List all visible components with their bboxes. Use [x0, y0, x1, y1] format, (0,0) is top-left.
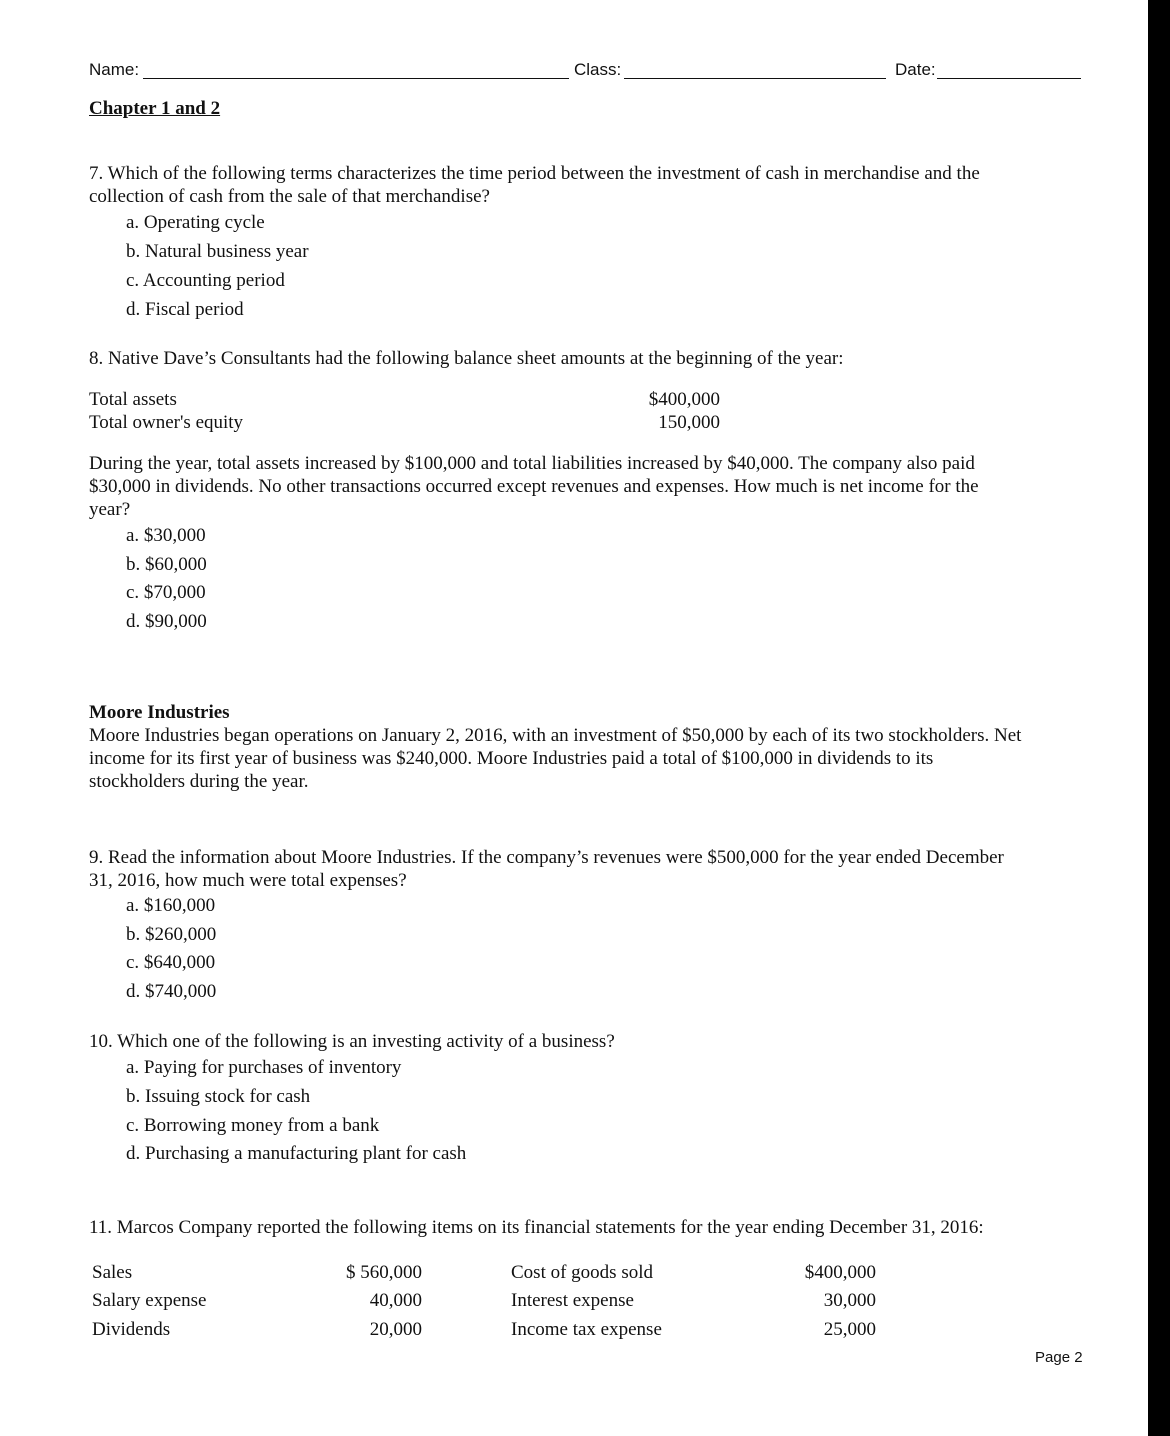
question-7-option-c: c. Accounting period [126, 270, 285, 291]
question-9-option-d: d. $740,000 [126, 981, 217, 1002]
question-8-option-d: d. $90,000 [126, 611, 207, 632]
statement-item-label: Cost of goods sold [511, 1262, 653, 1283]
question-9-line-1: 9. Read the information about Moore Industries. If the company’s revenues were $500,000 for the year ended December [89, 847, 1004, 868]
question-8-intro: 8. Native Dave’s Consultants had the following balance sheet amounts at the beginning of the year: [89, 348, 844, 369]
question-10-option-d: d. Purchasing a manufacturing plant for cash [126, 1143, 467, 1164]
name-line [143, 78, 569, 79]
balance-row-label: Total owner's equity [89, 412, 244, 433]
question-7-option-b: b. Natural business year [126, 241, 309, 262]
date-label: Date: [895, 60, 936, 79]
class-line [624, 78, 886, 79]
moore-industries-line-1: Moore Industries began operations on January 2, 2016, with an investment of $50,000 by each of its two stockholders. Net [89, 725, 1022, 746]
question-8-body-line-2: $30,000 in dividends. No other transactions occurred except revenues and expenses. How much is net income for the [89, 476, 979, 497]
question-7-option-a: a. Operating cycle [126, 212, 265, 233]
question-11-text: 11. Marcos Company reported the following items on its financial statements for the year ending December 31, 2016: [89, 1217, 984, 1238]
question-8-option-c: c. $70,000 [126, 582, 206, 603]
balance-row-value: 150,000 [658, 412, 720, 433]
question-8-body-line-3: year? [89, 499, 131, 520]
question-7-line-1: 7. Which of the following terms characterizes the time period between the investment of cash in merchandise and the [89, 163, 980, 184]
question-9-option-c: c. $640,000 [126, 952, 216, 973]
statement-item-label: Interest expense [511, 1290, 634, 1311]
question-7-option-d: d. Fiscal period [126, 299, 244, 320]
question-10-option-c: c. Borrowing money from a bank [126, 1115, 380, 1136]
statement-item-value: 30,000 [823, 1290, 876, 1311]
date-line [937, 78, 1081, 79]
statement-item-label: Salary expense [92, 1290, 207, 1311]
chapter-title: Chapter 1 and 2 [89, 98, 221, 119]
statement-item-label: Income tax expense [511, 1319, 662, 1340]
statement-item-value: 25,000 [823, 1319, 876, 1340]
statement-item-label: Sales [92, 1262, 133, 1283]
moore-industries-title: Moore Industries [89, 702, 230, 723]
statement-item-label: Dividends [92, 1319, 171, 1340]
question-8-body-line-1: During the year, total assets increased by $100,000 and total liabilities increased by $40,000. The company also paid [89, 453, 975, 474]
question-8-option-b: b. $60,000 [126, 554, 207, 575]
statement-item-value: $ 560,000 [346, 1262, 422, 1283]
question-9-option-a: a. $160,000 [126, 895, 216, 916]
question-10-option-a: a. Paying for purchases of inventory [126, 1057, 402, 1078]
question-8-option-a: a. $30,000 [126, 525, 206, 546]
statement-item-value: 20,000 [369, 1319, 422, 1340]
question-9-line-2: 31, 2016, how much were total expenses? [89, 870, 407, 891]
question-9-option-b: b. $260,000 [126, 924, 217, 945]
question-10-option-b: b. Issuing stock for cash [126, 1086, 311, 1107]
class-label: Class: [574, 60, 622, 79]
statement-item-value: 40,000 [369, 1290, 422, 1311]
statement-item-value: $400,000 [804, 1262, 876, 1283]
question-7-line-2: collection of cash from the sale of that merchandise? [89, 186, 490, 207]
page-number: Page 2 [1035, 1349, 1083, 1366]
balance-row-label: Total assets [89, 389, 177, 410]
balance-row-value: $400,000 [648, 389, 720, 410]
question-10-text: 10. Which one of the following is an investing activity of a business? [89, 1031, 615, 1052]
moore-industries-line-2: income for its first year of business was $240,000. Moore Industries paid a total of $100,000 in dividends to its [89, 748, 934, 769]
name-label: Name: [89, 60, 140, 79]
moore-industries-line-3: stockholders during the year. [89, 771, 309, 792]
